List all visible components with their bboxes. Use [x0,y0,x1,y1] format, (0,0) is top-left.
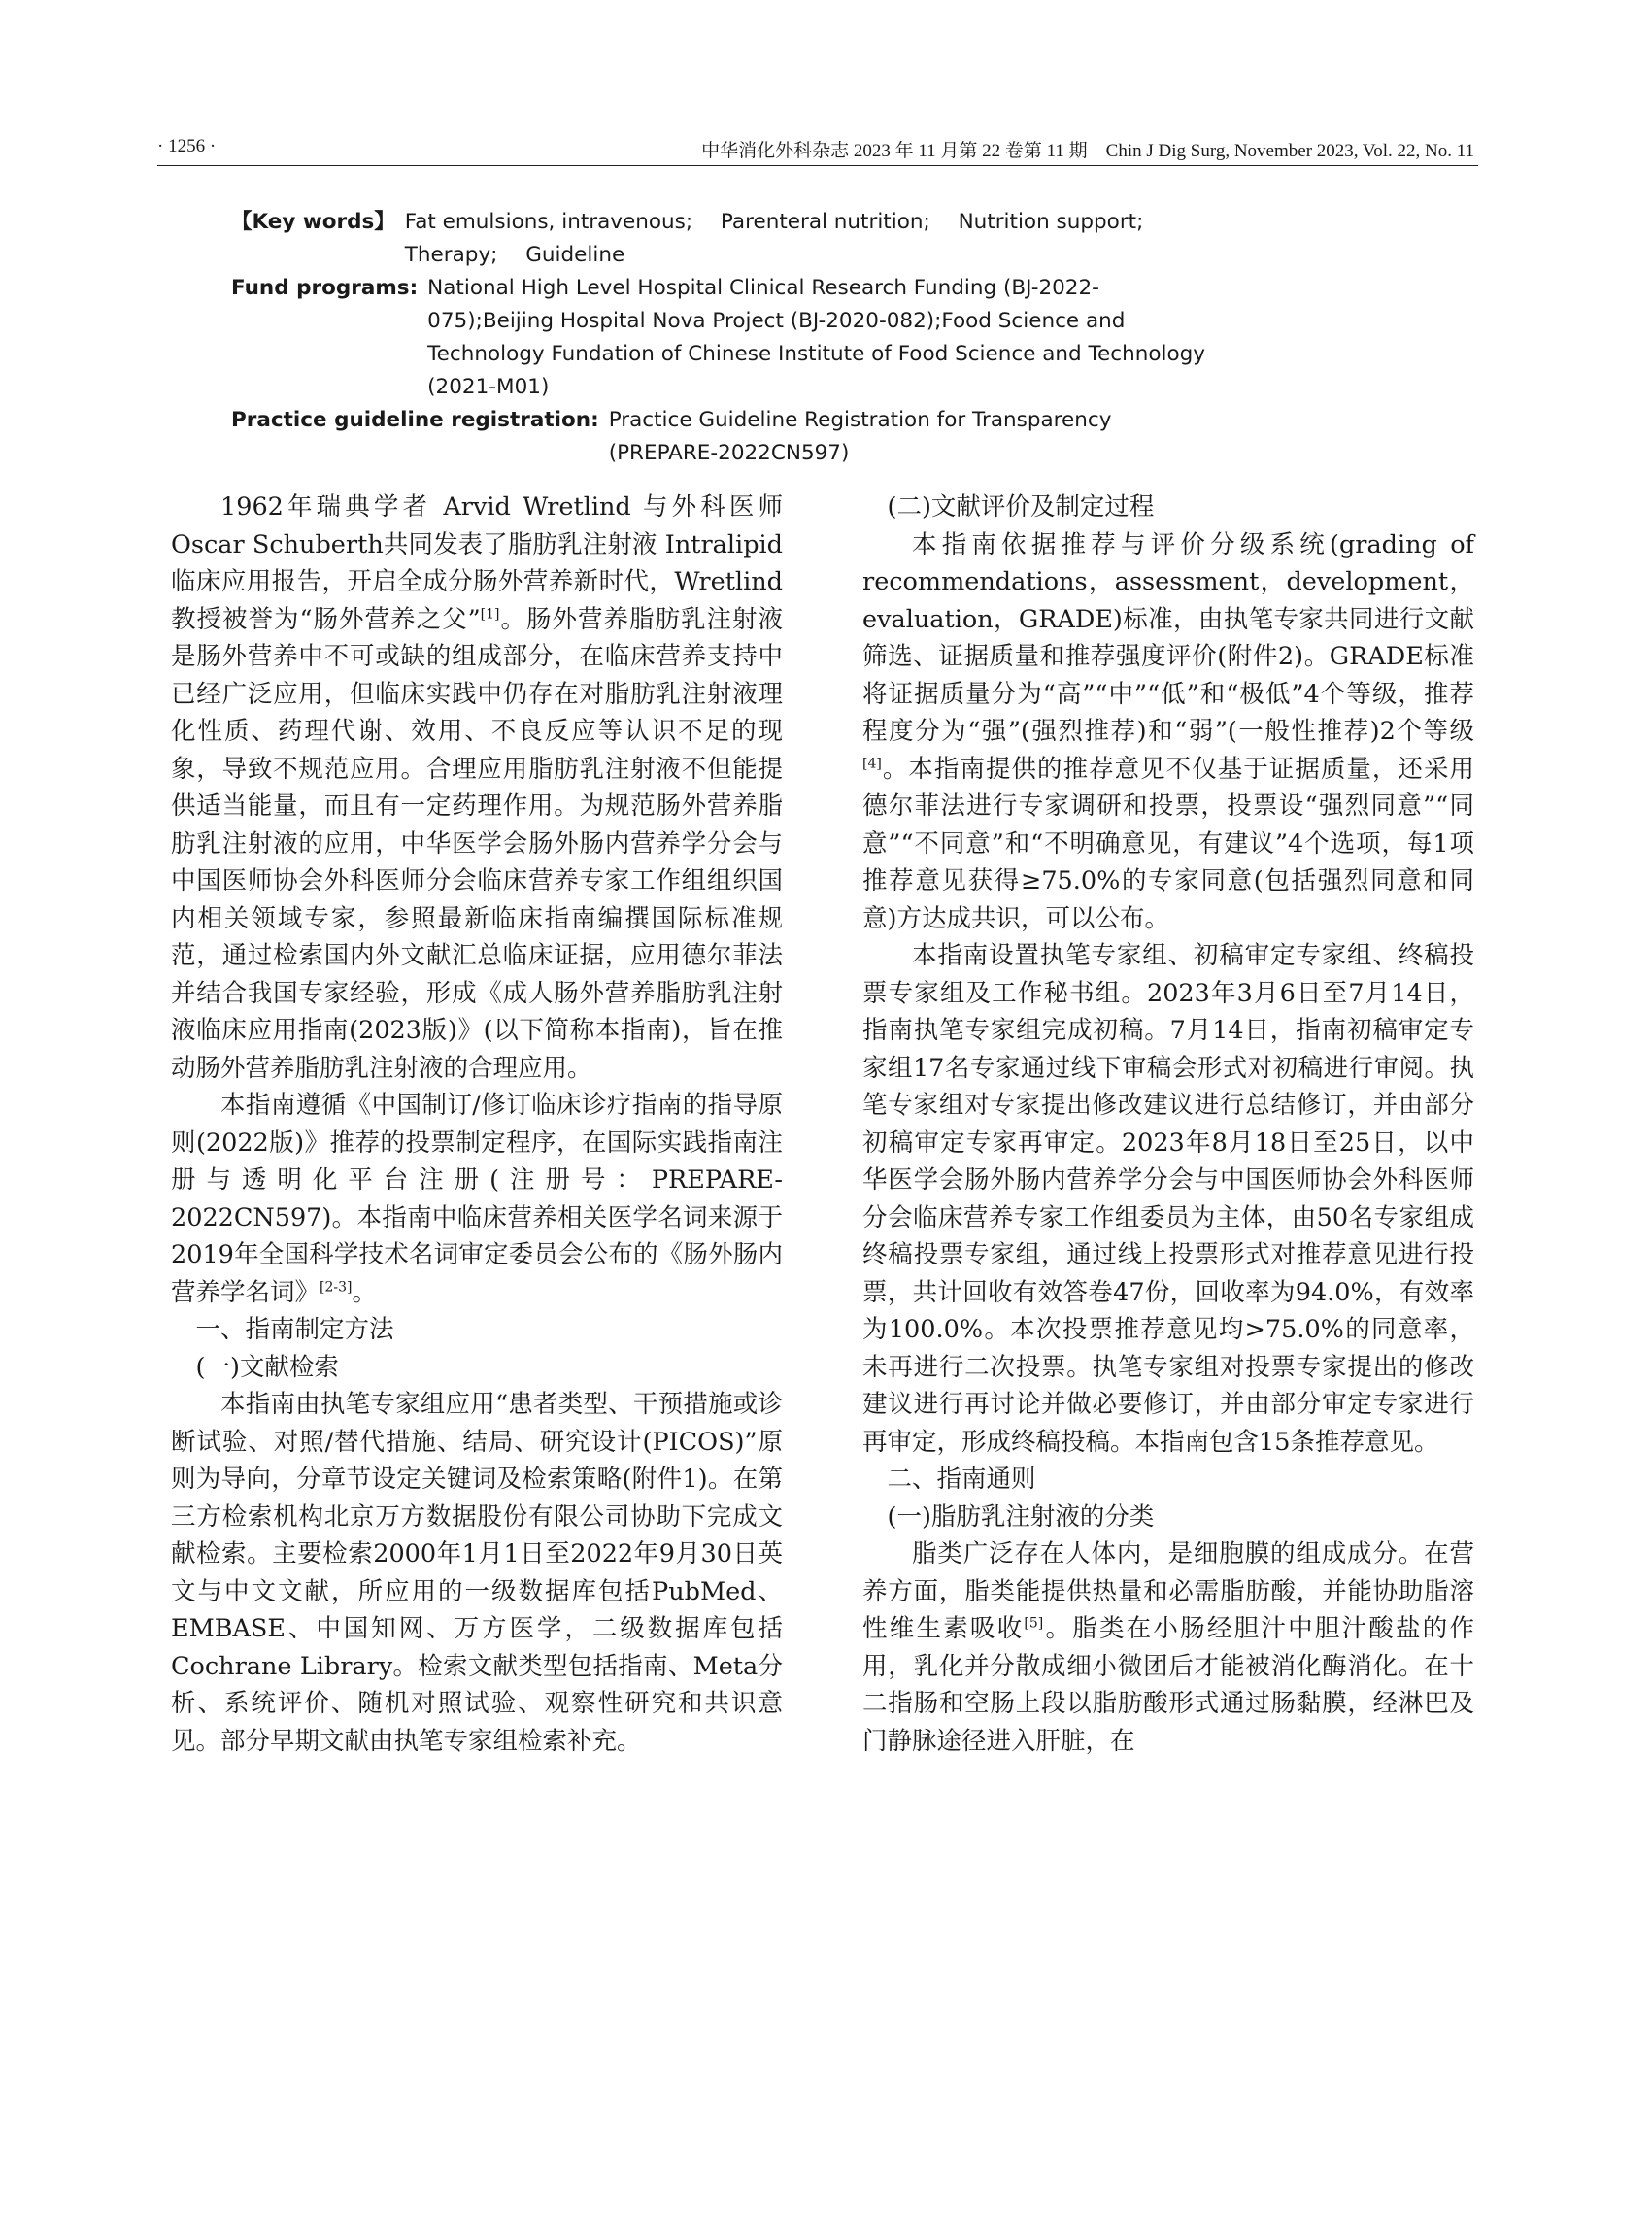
citation: [1] [480,606,500,622]
paragraph-text: 本指南遵循《中国制订/修订临床诊疗指南的指导原则(2022版)》推荐的投票制定程序，在国际实践指南注册与透明化平台注册(注册号：PREPARE-2022CN597)。本指南中临床营养相关医学名词来源于2019年全国科学技术名词审定委员会公布的《肠外肠内营养学名词》 [171,1091,783,1307]
paragraph [862,526,1474,938]
citation: [2-3] [320,1279,353,1295]
paragraph-text: 本指南依据推荐与评价分级系统(grading of recommendations，assessment，development，evaluation，GRADE)标准，由执笔专家共同进行文献筛选、证据质量和推荐强度评价(附件2)。GRADE标准将证据质量分为“高”“中”“低”和“极低”4个等级，推荐程度分为“强”(强烈推荐)和“弱”(一般性推荐)2个等级 [862,529,1474,746]
paragraph [171,1087,783,1311]
paragraph-text: 。肠外营养脂肪乳注射液是肠外营养中不可或缺的组成部分，在临床营养支持中已经广泛应用，但临床实践中仍存在对脂肪乳注射液理化性质、药理代谢、效用、不良反应等认识不足的现象，导致不规范应用。合理应用脂肪乳注射液不但能提供适当能量，而且有一定药理作用。为规范肠外营养脂肪乳注射液的应用，中华医学会肠外肠内营养学分会与中国医师协会外科医师分会临床营养专家工作组组织国内相关领域专家，参照最新临床指南编撰国际标准规范，通过检索国内外文献汇总临床证据，应用德尔菲法并结合我国专家经验，形成《成人肠外营养脂肪乳注射液临床应用指南(2023版)》(以下简称本指南)，旨在推动肠外营养脂肪乳注射液的合理应用。 [171,604,783,1083]
section-heading: 一、指南制定方法 [195,1315,394,1344]
keyword: Parenteral nutrition; [720,210,930,234]
page-number: · 1256 · [157,136,217,156]
registration-label: Practice guideline registration: [231,408,599,432]
fund-label: Fund programs: [231,276,419,300]
keyword: Fat emulsions, intravenous; [404,210,693,234]
paragraph-text: 脂类广泛存在人体内，是细胞膜的组成成分。在营养方面，脂类能提供热量和必需脂肪酸，并能协助脂溶性维生素吸收 [862,1539,1474,1643]
registration-text: Practice Guideline Registration for Transparency (PREPARE-2022CN597) [608,408,1112,465]
keywords-label: 【Key words】 [231,210,395,234]
subsection-heading: (二)文献评价及制定过程 [887,492,1155,522]
paragraph-text: 1962年瑞典学者 Arvid Wretlind 与外科医师 Oscar Schuberth共同发表了脂肪乳注射液 Intralipid 临床应用报告，开启全成分肠外营养新时代，Wretlind教授被誉为“肠外营养之父” [171,492,783,634]
keyword: Guideline [525,243,625,267]
abstract-meta [231,206,1222,470]
keyword: Therapy; [404,243,498,267]
paragraph-text: 。本指南提供的推荐意见不仅基于证据质量，还采用德尔菲法进行专家调研和投票，投票设“强烈同意”“同意”“不同意”和“不明确意见，有建议”4个选项，每1项推荐意见获得≥75.0%的专家同意(包括强烈同意和同意)方达成共识，可以公布。 [862,754,1474,933]
section-heading: 二、指南通则 [887,1465,1036,1494]
left-column [171,489,783,1760]
citation: [4] [862,756,882,771]
journal-citation: 中华消化外科杂志 2023 年 11 月第 22 卷第 11 期 Chin J Dig Surg, November 2023, Vol. 22, No. 11 [701,141,1474,161]
fund-row [231,272,1222,404]
paragraph: 本指南设置执笔专家组、初稿审定专家组、终稿投票专家组及工作秘书组。2023年3月6日至7月14日，指南执笔专家组完成初稿。7月14日，指南初稿审定专家组17名专家通过线下审稿会形式对初稿进行审阅。执笔专家组对专家提出修改建议进行总结修订，并由部分初稿审定专家再审定。2023年8月18日至25日，以中华医学会肠外肠内营养学分会与中国医师协会外科医师分会临床营养专家工作组委员为主体，由50名专家组成终稿投票专家组，通过线上投票形式对推荐意见进行投票，共计回收有效答卷47份，回收率为94.0%，有效率为100.0%。本次投票推荐意见均>75.0%的同意率，未再进行二次投票。执笔专家组对投票专家提出的修改建议进行再讨论并做必要修订，并由部分审定专家进行再审定，形成终稿投稿。本指南包含15条推荐意见。 [862,941,1474,1457]
paragraph [171,489,783,1087]
subsection-heading: (一)脂肪乳注射液的分类 [887,1501,1155,1532]
registration-row [231,404,1222,470]
running-header [157,130,1478,166]
keyword: Nutrition support; [958,210,1144,234]
paragraph-text: 。 [352,1277,377,1307]
subsection-heading: (一)文献检索 [195,1352,339,1382]
citation: [5] [1024,1615,1044,1632]
paragraph-text: 。脂类在小肠经胆汁中胆汁酸盐的作用，乳化并分散成细小微团后才能被消化酶消化。在十二指肠和空肠上段以脂肪酸形式通过肠黏膜，经淋巴及门静脉途径进入肝脏，在 [862,1614,1474,1756]
keywords-row [231,206,1222,272]
paragraph: 本指南由执笔专家组应用“患者类型、干预措施或诊断试验、对照/替代措施、结局、研究设计(PICOS)”原则为导向，分章节设定关键词及检索策略(附件1)。在第三方检索机构北京万方数据股份有限公司协助下完成文献检索。主要检索2000年1月1日至2022年9月30日英文与中文文献，所应用的一级数据库包括PubMed、EMBASE、中国知网、万方医学，二级数据库包括Cochrane Library。检索文献类型包括指南、Meta分析、系统评价、随机对照试验、观察性研究和共识意见。部分早期文献由执笔专家组检索补充。 [171,1390,783,1756]
fund-text: National High Level Hospital Clinical Research Funding (BJ-2022-075);Beijing Hospital Nova Project (BJ-2020-082);Food Science and Technology Fundation of Chinese Institute of Food Science and Technology (2021-M01) [427,276,1205,399]
keywords-list [405,206,1222,272]
paragraph [862,1535,1474,1760]
right-column [862,489,1474,1760]
